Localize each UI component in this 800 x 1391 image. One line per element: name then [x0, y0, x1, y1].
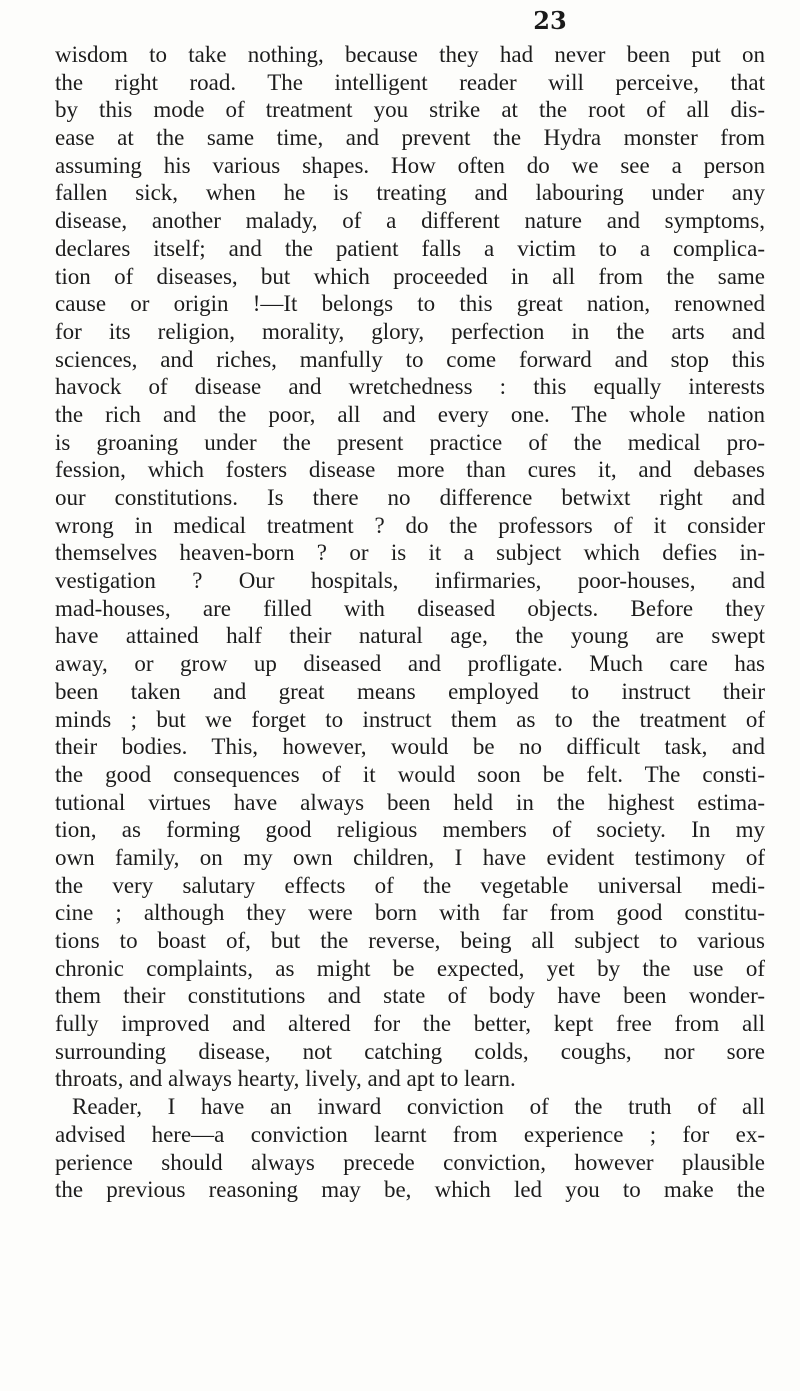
text-line: been taken and great means employed to instruct their: [55, 678, 765, 704]
text-line: the previous reasoning may be, which led you to make the: [55, 1177, 765, 1203]
text-line: wisdom to take nothing, because they had never been put on: [55, 42, 765, 67]
text-line: the right road. The intelligent reader will perceive, that: [55, 69, 765, 95]
text-line: assuming his various shapes. How often do we see a person: [55, 152, 765, 178]
text-line: advised here—a conviction learnt from experience ; for ex-: [55, 1121, 765, 1147]
text-line: chronic complaints, as might be expected, yet by the use of: [55, 955, 765, 981]
text-line: vestigation ? Our hospitals, infirmaries, poor-houses, and: [55, 568, 765, 594]
text-line: tutional virtues have always been held in the highest estima-: [55, 789, 765, 815]
text-line: the good consequences of it would soon be felt. The consti-: [55, 761, 765, 787]
text-line: declares itself; and the patient falls a victim to a complica-: [55, 235, 765, 261]
text-line: wrong in medical treatment ? do the professors of it consider: [55, 512, 765, 538]
text-line: minds ; but we forget to instruct them as to the treatment of: [55, 706, 765, 732]
text-line: fully improved and altered for the better, kept free from all: [55, 1011, 765, 1037]
text-line: surrounding disease, not catching colds, coughs, nor sore: [55, 1038, 765, 1064]
text-line: have attained half their natural age, the young are swept: [55, 623, 765, 649]
text-line: by this mode of treatment you strike at the root of all dis-: [55, 97, 765, 123]
text-line: themselves heaven-born ? or is it a subject which defies in-: [55, 540, 765, 566]
text-line: tion of diseases, but which proceeded in all from the same: [55, 263, 765, 289]
text-line: cause or origin !—It belongs to this great nation, renowned: [55, 291, 765, 317]
text-line: for its religion, morality, glory, perfection in the arts and: [55, 318, 765, 344]
text-line: Reader, I have an inward conviction of the truth of all: [72, 1094, 765, 1120]
body-text: [55, 41, 765, 1204]
text-line: havock of disease and wretchedness : this equally interests: [55, 374, 765, 400]
text-line: the rich and the poor, all and every one. The whole nation: [55, 401, 765, 427]
text-line: fallen sick, when he is treating and labouring under any: [55, 180, 765, 206]
text-line: our constitutions. Is there no difference betwixt right and: [55, 485, 765, 510]
text-line: ease at the same time, and prevent the Hydra monster from: [55, 125, 765, 151]
text-line: tions to boast of, but the reverse, being all subject to various: [55, 928, 765, 953]
text-line: away, or grow up diseased and profligate. Much care has: [55, 651, 765, 677]
text-line: sciences, and riches, manfully to come forward and stop this: [55, 346, 765, 372]
text-line: fession, which fosters disease more than cures it, and debases: [55, 457, 765, 483]
page-number: 23: [533, 6, 567, 35]
text-line: cine ; although they were born with far from good constitu-: [55, 900, 765, 926]
text-line: perience should always precede conviction, however plausible: [55, 1149, 765, 1175]
text-line: them their constitutions and state of body have been wonder-: [55, 983, 765, 1009]
text-line: is groaning under the present practice of the medical pro-: [55, 429, 765, 455]
text-line: the very salutary effects of the vegetable universal medi-: [55, 872, 765, 898]
text-line: disease, another malady, of a different nature and symptoms,: [55, 208, 765, 234]
text-line: their bodies. This, however, would be no difficult task, and: [55, 734, 765, 760]
text-line: throats, and always hearty, lively, and apt to learn.: [55, 1066, 516, 1092]
text-line: own family, on my own children, I have evident testimony of: [55, 844, 765, 870]
text-line: tion, as forming good religious members of society. In my: [55, 817, 765, 843]
text-line: mad-houses, are filled with diseased objects. Before they: [55, 595, 765, 621]
